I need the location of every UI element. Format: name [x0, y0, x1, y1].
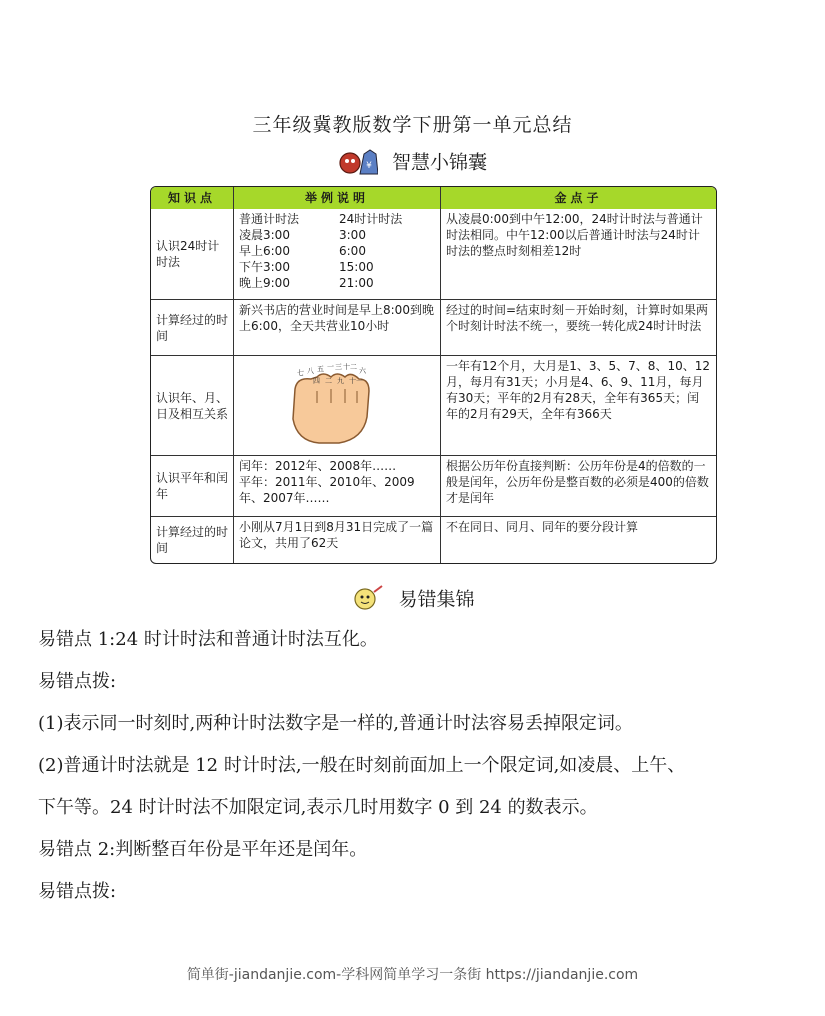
table-row — [151, 300, 716, 356]
mistake-2-title: 易错点 2:判断整百年份是平年还是闰年。 — [38, 839, 368, 860]
pair-right: 15:00 — [339, 260, 374, 274]
header-tip: 金点子 — [441, 187, 716, 209]
time-pairs — [239, 211, 435, 291]
knowledge-table — [150, 186, 717, 564]
knuckle-label: 一 — [327, 362, 334, 371]
pair-right: 6:00 — [339, 244, 366, 258]
row-topic: 认识年、月、日及相互关系 — [151, 356, 234, 456]
page-footer: 简单街-jiandanjie.com-学科网简单学习一条街 https://jiandanjie.com — [186, 967, 639, 983]
row-tip: 不在同日、同月、同年的要分段计算 — [446, 519, 639, 534]
mistake-1-tip-2: (2)普通计时法就是 12 时计时法,一般在时刻前面加上一个限定词,如凌晨、上午、 — [38, 755, 686, 776]
fist-months-hand-icon — [277, 362, 397, 452]
pair-right: 21:00 — [339, 276, 374, 290]
mistake-1-tip-label: 易错点拨: — [38, 671, 117, 692]
knuckle-label: 四 — [313, 376, 320, 385]
knuckle-label: 二 — [325, 376, 332, 385]
knuckle-label: 八 — [307, 366, 314, 375]
table-header-row — [151, 187, 716, 209]
pair-left: 普通计时法 — [239, 212, 300, 226]
pair-left: 晚上9:00 — [239, 276, 290, 290]
row-example: 闰年：2012年、2008年…… 平年：2011年、2010年、2009年、2007年…… — [234, 456, 441, 517]
table-row — [151, 517, 716, 563]
table-row — [151, 209, 716, 300]
row-topic: 认识24时计时法 — [151, 209, 234, 300]
mistake-1-tip-1: (1)表示同一时刻时,两种计时法数字是一样的,普通计时法容易丢掉限定词。 — [38, 713, 633, 734]
page-title: 三年级冀教版数学下册第一单元总结 — [252, 114, 573, 136]
pair-left: 凌晨3:00 — [239, 228, 290, 242]
mistake-1-tip-2-cont: 下午等。24 时计时法不加限定词,表示几时用数字 0 到 24 的数表示。 — [38, 797, 598, 818]
knuckle-label: 九 — [337, 376, 344, 385]
knuckle-label: 七 — [297, 368, 304, 377]
money-bag-icon — [338, 146, 378, 181]
svg-text:¥: ¥ — [366, 161, 372, 171]
cartoon-mascot-icon — [350, 584, 384, 617]
section-header-mistakes — [0, 584, 825, 617]
pair-left: 下午3:00 — [239, 260, 290, 274]
header-example: 举例说明 — [234, 187, 441, 209]
row-tip: 经过的时间=结束时刻－开始时刻，计算时如果两个时刻计时法不统一，要统一转化成24时计时法 — [441, 300, 716, 356]
knuckle-label: 五 — [317, 364, 324, 373]
row-example: 新兴书店的营业时间是早上8:00到晚上6:00，全天共营业10小时 — [234, 300, 441, 356]
row-tip: 根据公历年份直接判断：公历年份是4的倍数的一般是闰年，公历年份是整百数的必须是400的倍数才是闰年 — [441, 456, 716, 517]
knuckle-label: 六 — [359, 366, 366, 375]
pair-right: 3:00 — [339, 228, 366, 242]
row-tip: 一年有12个月，大月是1、3、5、7、8、10、12月，每月有31天；小月是4、6、9、11月，每月有30天；平年的2月有28天，全年有365天；闰年的2月有29天，全年有366天 — [441, 356, 716, 456]
mistake-1-title: 易错点 1:24 时计时法和普通计时法互化。 — [38, 629, 378, 650]
header-topic: 知识点 — [151, 187, 234, 209]
section-title-tips: 智慧小锦囊 — [392, 151, 488, 174]
mistake-2-tip-label: 易错点拨: — [38, 881, 117, 902]
row-example — [234, 209, 441, 300]
row-topic: 认识平年和闰年 — [151, 456, 234, 517]
knuckle-label: 十二 — [343, 362, 357, 371]
row-topic: 计算经过的时间 — [151, 300, 234, 356]
row-example: 小刚从7月1日到8月31日完成了一篇论文，共用了62天 — [234, 517, 441, 563]
section-title-mistakes: 易错集锦 — [398, 588, 475, 611]
section-header-tips — [0, 146, 825, 181]
pair-left: 早上6:00 — [239, 244, 290, 258]
row-tip: 从凌晨0:00到中午12:00，24时计时法与普通计时法相同。中午12:00以后普通计时法与24时计时法的整点时刻相差12时 — [441, 209, 716, 300]
row-example — [234, 356, 441, 456]
pair-right: 24时计时法 — [339, 212, 403, 226]
table-row — [151, 356, 716, 456]
knuckle-label: 三 — [335, 362, 342, 371]
knuckle-label: 十一 — [349, 376, 363, 385]
row-topic: 计算经过的时间 — [151, 517, 234, 563]
table-row — [151, 456, 716, 517]
